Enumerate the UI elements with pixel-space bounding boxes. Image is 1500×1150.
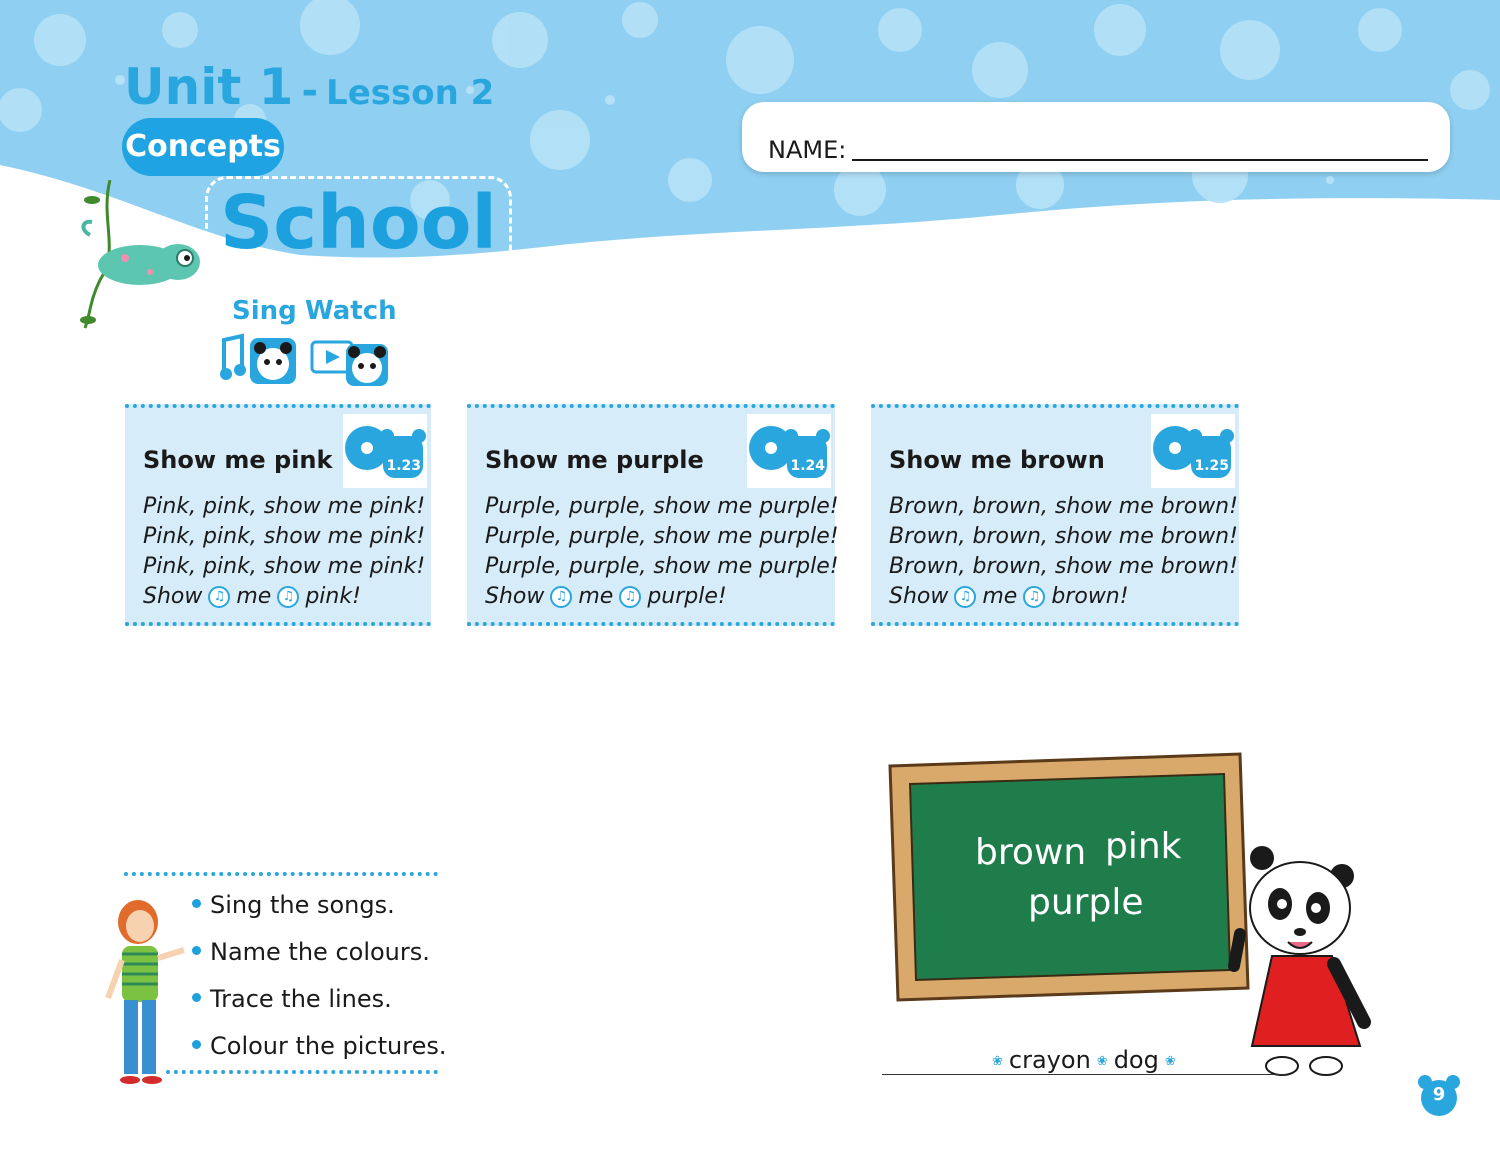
instruction-list <box>192 888 446 1076</box>
lyric-word: me <box>236 584 272 609</box>
board-word: purple <box>1028 882 1144 923</box>
song-card-pink <box>125 404 431 626</box>
music-note-icon: ♫ <box>954 586 976 608</box>
music-note-icon <box>220 332 300 390</box>
music-note-icon: ♫ <box>550 586 572 608</box>
topic-title: School <box>205 176 512 270</box>
lyric-word: me <box>578 584 614 609</box>
song-card-brown <box>871 404 1239 626</box>
divider <box>124 872 438 876</box>
audio-track-badge[interactable] <box>747 414 831 488</box>
lyric-final-line <box>485 582 839 612</box>
vocab-word: crayon <box>1008 1046 1091 1074</box>
song-title: Show me purple <box>485 446 704 474</box>
paw-icon: ❀ <box>1164 1053 1176 1069</box>
instruction-text: Sing the songs. <box>210 891 395 919</box>
lyric-line: Brown, brown, show me brown! <box>889 494 1238 519</box>
lyric-final-line <box>889 582 1238 612</box>
instruction-item <box>192 935 446 982</box>
vocabulary-underline <box>882 1074 1286 1075</box>
lyric-word: Show <box>485 584 545 609</box>
instruction-text: Colour the pictures. <box>210 1032 447 1060</box>
lyric-line: Pink, pink, show me pink! <box>143 554 426 579</box>
lyric-word: Show <box>143 584 203 609</box>
audio-track-badge[interactable] <box>1151 414 1235 488</box>
lyric-line: Purple, purple, show me purple! <box>485 554 839 579</box>
instruction-text: Trace the lines. <box>210 985 392 1013</box>
music-note-icon: ♫ <box>1023 586 1045 608</box>
vocabulary-words <box>986 1046 1182 1074</box>
name-field[interactable] <box>742 102 1450 172</box>
page-number: 9 <box>1432 1084 1446 1105</box>
bullet-icon <box>192 993 201 1002</box>
unit-lesson-title <box>124 58 494 116</box>
instruction-item <box>192 888 446 935</box>
lyric-line: Brown, brown, show me brown! <box>889 524 1238 549</box>
board-word: brown <box>975 832 1087 873</box>
lyric-line: Purple, purple, show me purple! <box>485 494 839 519</box>
song-card-purple <box>467 404 839 626</box>
lyric-word: purple! <box>647 584 727 609</box>
track-number: 1.23 <box>386 458 421 474</box>
divider <box>166 1070 438 1074</box>
name-label: NAME: <box>768 136 847 164</box>
music-note-icon: ♫ <box>619 586 641 608</box>
lyric-line: Purple, purple, show me purple! <box>485 524 839 549</box>
song-lyrics <box>889 492 1238 612</box>
sing-label: Sing <box>232 296 297 326</box>
lyric-line: Pink, pink, show me pink! <box>143 524 426 549</box>
lyric-word: brown! <box>1051 584 1129 609</box>
song-lyrics <box>485 492 839 612</box>
name-write-line[interactable] <box>852 159 1428 161</box>
paw-icon: ❀ <box>1096 1053 1108 1069</box>
chameleon-illustration <box>70 180 210 330</box>
board-word: pink <box>1105 826 1182 867</box>
panda-illustration <box>1222 846 1372 1081</box>
lyric-word: me <box>982 584 1018 609</box>
song-lyrics <box>143 492 425 612</box>
watch-label: Watch <box>305 296 397 326</box>
lyric-line: Pink, pink, show me pink! <box>143 494 426 519</box>
instruction-item <box>192 982 446 1029</box>
music-note-icon: ♫ <box>277 586 299 608</box>
instruction-item <box>192 1029 446 1076</box>
song-title: Show me brown <box>889 446 1105 474</box>
lesson-label: Lesson 2 <box>326 73 495 113</box>
unit-label: Unit 1 <box>124 58 294 116</box>
song-title: Show me pink <box>143 446 333 474</box>
paw-icon: ❀ <box>992 1053 1003 1069</box>
teacher-illustration <box>100 898 192 1088</box>
page-number-badge <box>1415 1074 1463 1116</box>
track-number: 1.24 <box>790 458 825 474</box>
lyric-word: Show <box>889 584 949 609</box>
track-number: 1.25 <box>1194 458 1229 474</box>
instruction-text: Name the colours. <box>210 938 430 966</box>
video-play-icon <box>310 332 390 390</box>
section-badge: Concepts <box>122 118 284 176</box>
music-note-icon: ♫ <box>208 586 230 608</box>
bullet-icon <box>192 899 201 908</box>
lyric-final-line <box>143 582 425 612</box>
lyric-line: Brown, brown, show me brown! <box>889 554 1238 579</box>
bullet-icon <box>192 946 201 955</box>
audio-track-badge[interactable] <box>343 414 427 488</box>
bullet-icon <box>192 1040 201 1049</box>
chalkboard <box>888 752 1250 1002</box>
lyric-word: pink! <box>305 584 361 609</box>
vocab-word: dog <box>1113 1046 1159 1074</box>
title-dash: - <box>301 68 319 114</box>
